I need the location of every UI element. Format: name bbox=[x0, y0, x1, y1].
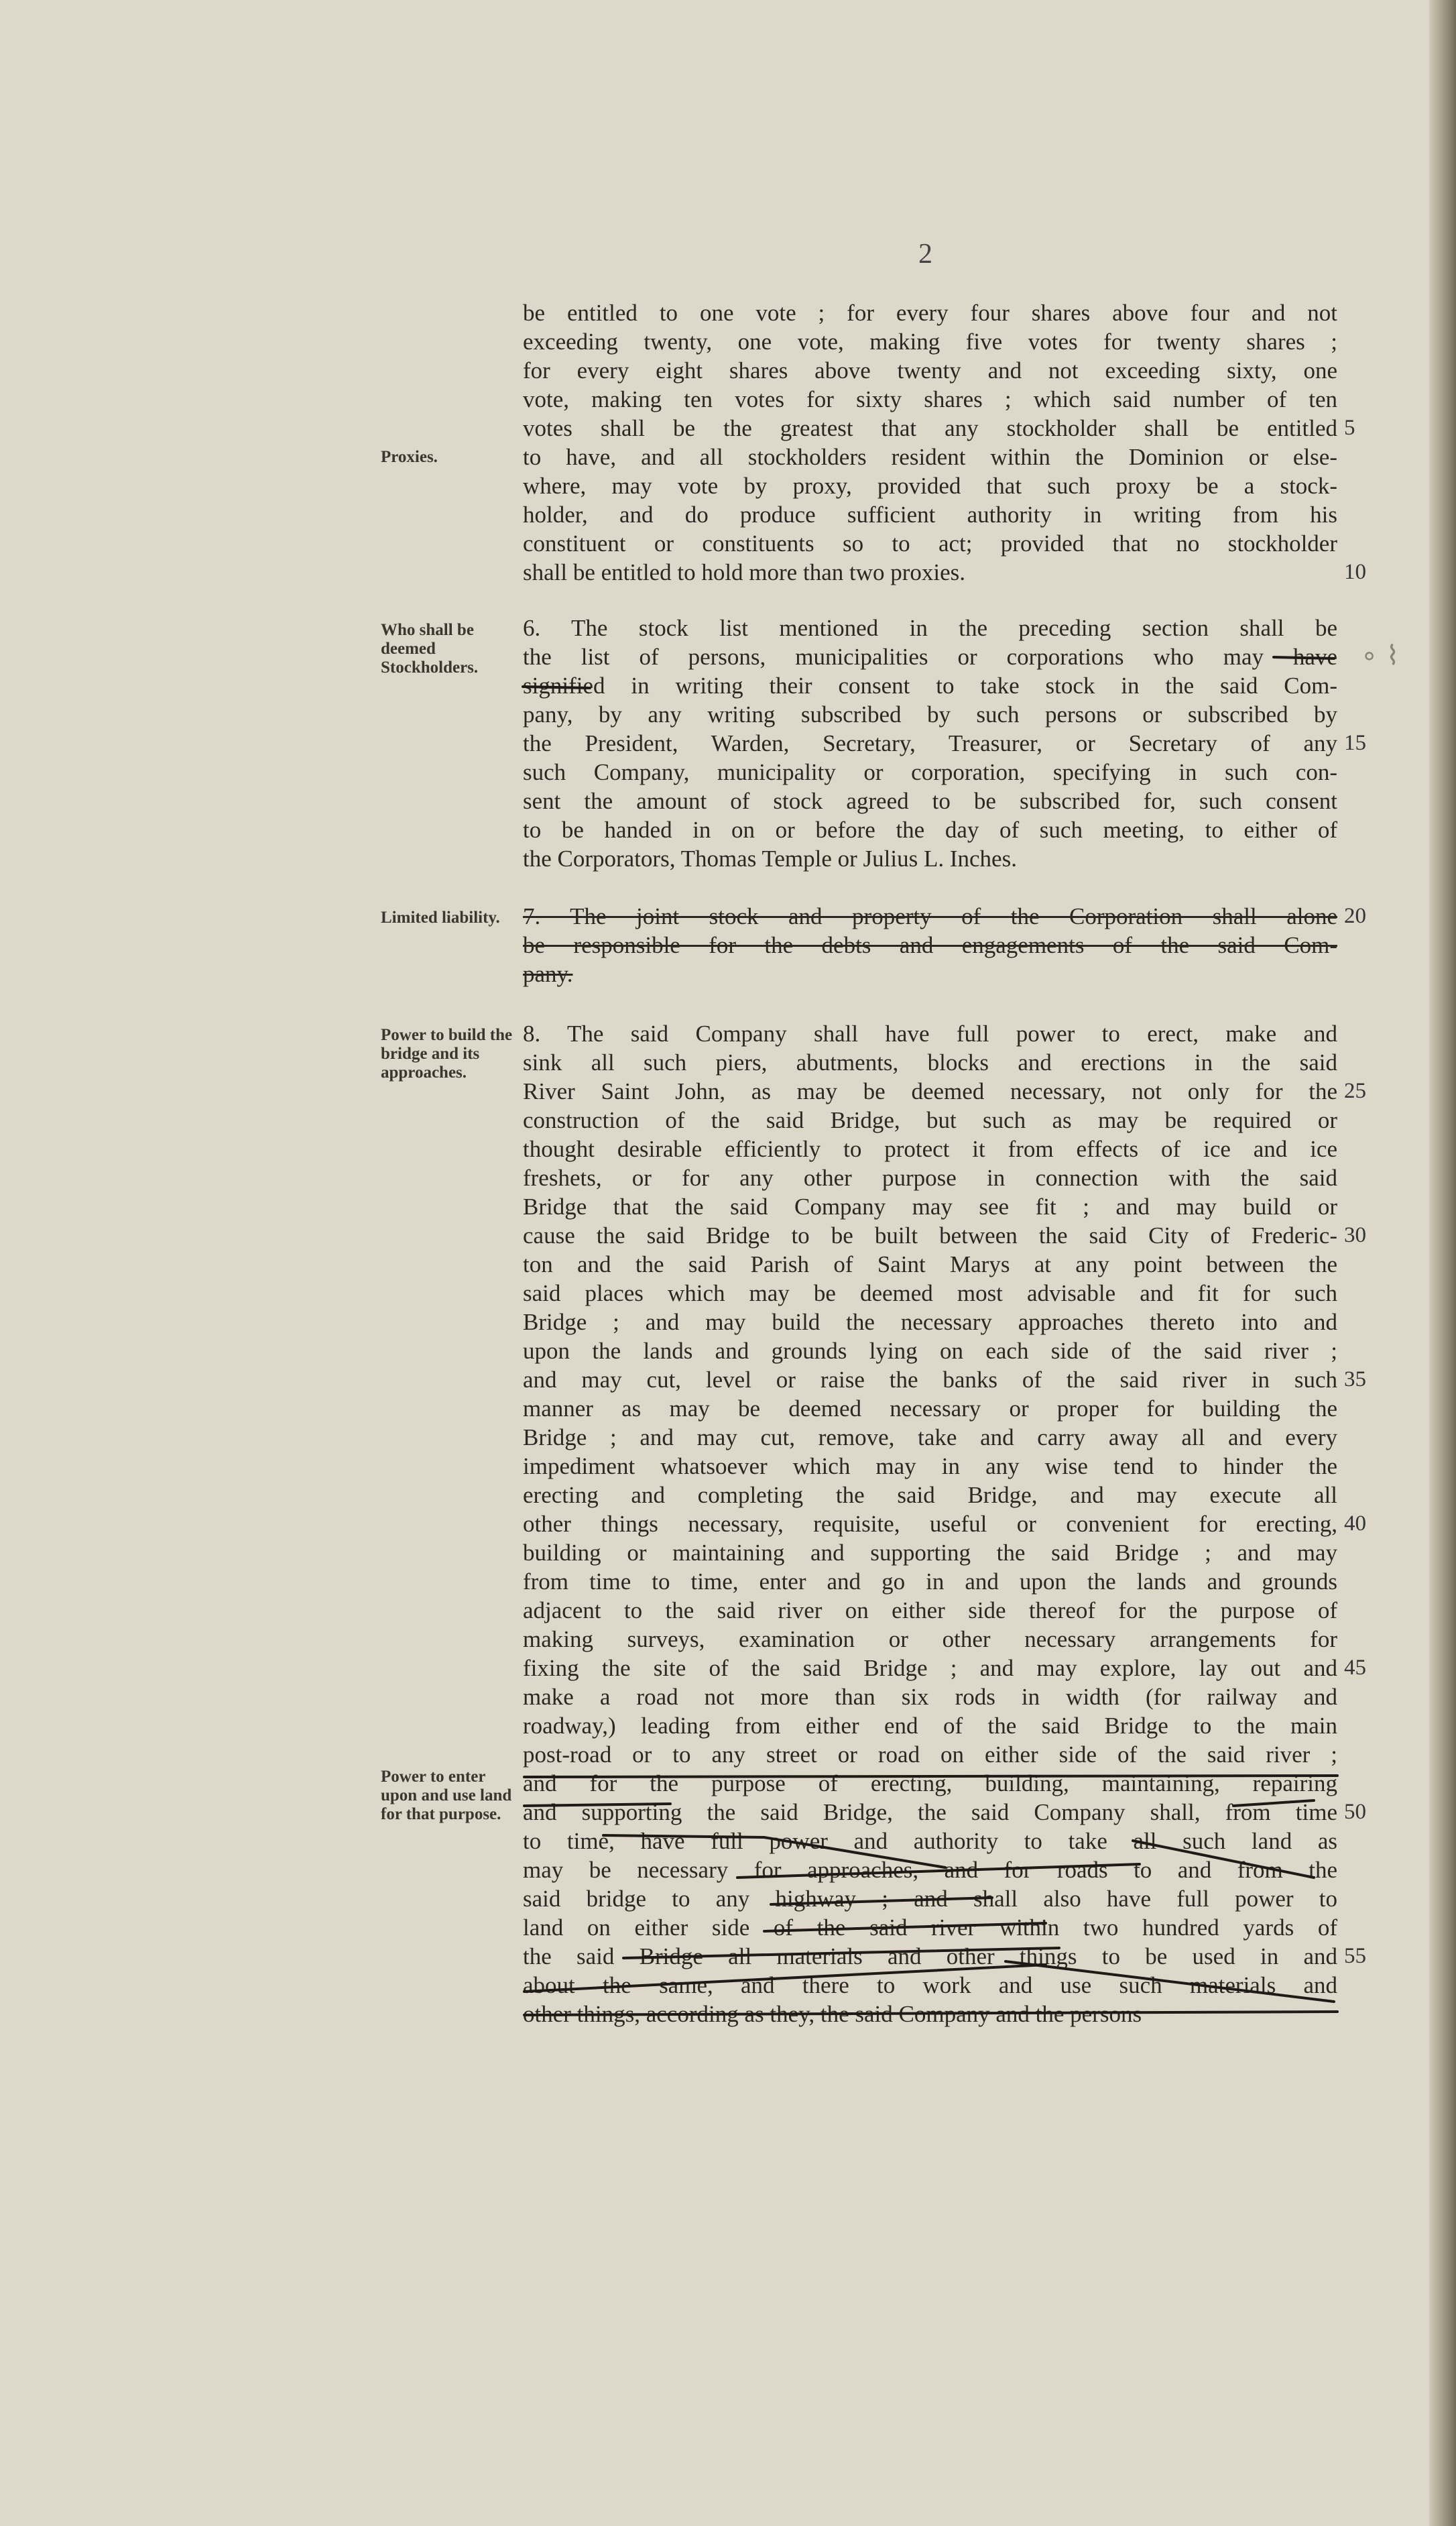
text-line-wrap bbox=[523, 1509, 1366, 1538]
line-number: 55 bbox=[1344, 1944, 1366, 1968]
text-line: and may cut, level or raise the banks of the said river in such bbox=[523, 1367, 1337, 1393]
text-line: be responsible for the debts and engagements of the said Com- bbox=[523, 932, 1337, 958]
margin-note-limited-liability: Limited liability. bbox=[381, 909, 500, 927]
text-line: River Saint John, as may be deemed necessary, not only for the bbox=[523, 1078, 1337, 1104]
section-7-struck bbox=[523, 902, 1366, 988]
text-line-wrap bbox=[523, 902, 1366, 931]
text-line: roadway,) leading from either end of the said Bridge to the main bbox=[523, 1713, 1337, 1739]
text-line: pany, by any writing subscribed by such persons or subscribed by bbox=[523, 701, 1337, 728]
text-line: the Corporators, Thomas Temple or Julius L. Inches. bbox=[523, 846, 1017, 872]
text-line: ton and the said Parish of Saint Marys at any point between the bbox=[523, 1251, 1337, 1277]
text-line: constituent or constituents so to act; provided that no stockholder bbox=[523, 530, 1337, 557]
text-line: to be handed in on or before the day of such meeting, to either of bbox=[523, 817, 1337, 843]
text-line: to time, have full power and authority to take all such land as bbox=[523, 1828, 1337, 1854]
margin-note-power-to-build: Power to build the bridge and its approaches. bbox=[381, 1026, 513, 1082]
line-number: 25 bbox=[1344, 1079, 1366, 1103]
text-line: holder, and do produce sufficient authority in writing from his bbox=[523, 502, 1337, 528]
margin-note-proxies: Proxies. bbox=[381, 448, 438, 466]
text-line: adjacent to the said river on either side thereof for the purpose of bbox=[523, 1597, 1337, 1623]
text-line: to have, and all stockholders resident within the Dominion or else- bbox=[523, 444, 1337, 470]
text-line: other things necessary, requisite, useful or convenient for erecting, bbox=[523, 1511, 1337, 1537]
text-line: said places which may be deemed most advisable and fit for such bbox=[523, 1280, 1337, 1306]
text-line: land on either side of the said river within two hundred yards of bbox=[523, 1914, 1337, 1941]
text-line: freshets, or for any other purpose in connection with the said bbox=[523, 1165, 1337, 1191]
text-line: exceeding twenty, one vote, making five votes for twenty shares ; bbox=[523, 329, 1337, 355]
text-line-wrap bbox=[523, 1221, 1366, 1250]
text-line-wrap bbox=[523, 558, 1366, 587]
text-line: be entitled to one vote ; for every four shares above four and not bbox=[523, 300, 1337, 326]
margin-note-stockholders: Who shall be deemed Stockholders. bbox=[381, 621, 479, 677]
section-5-continuation bbox=[523, 298, 1366, 587]
page-number: 2 bbox=[918, 239, 932, 270]
text-line: and supporting the said Bridge, the said Company shall, from time bbox=[523, 1799, 1337, 1825]
text-line: making surveys, examination or other necessary arrangements for bbox=[523, 1626, 1337, 1652]
text-line: the President, Warden, Secretary, Treasurer, or Secretary of any bbox=[523, 730, 1337, 756]
text-line-wrap bbox=[523, 1654, 1366, 1682]
page-edge-shadow bbox=[1429, 0, 1456, 2526]
text-line: signified in writing their consent to take stock in the said Com- bbox=[523, 673, 1337, 699]
text-line: upon the lands and grounds lying on each side of the said river ; bbox=[523, 1338, 1337, 1364]
text-line: about the same, and there to work and use such materials and bbox=[523, 1972, 1337, 1998]
text-line: post-road or to any street or road on either side of the said river ; bbox=[523, 1741, 1337, 1768]
text-line-wrap bbox=[523, 1365, 1366, 1394]
text-line: 6. The stock list mentioned in the preceding section shall be bbox=[523, 615, 1337, 641]
text-line: 7. The joint stock and property of the Corporation shall alone bbox=[523, 903, 1337, 929]
text-line: impediment whatsoever which may in any wise tend to hinder the bbox=[523, 1453, 1337, 1479]
text-line: construction of the said Bridge, but such as may be required or bbox=[523, 1107, 1337, 1133]
text-line: such Company, municipality or corporation, specifying in such con- bbox=[523, 759, 1337, 785]
text-line: from time to time, enter and go in and upon the lands and grounds bbox=[523, 1568, 1337, 1595]
text-line: Bridge that the said Company may see fit ; and may build or bbox=[523, 1194, 1337, 1220]
text-line: said bridge to any highway ; and shall also have full power to bbox=[523, 1886, 1337, 1912]
text-line: make a road not more than six rods in width (for railway and bbox=[523, 1684, 1337, 1710]
line-number: 15 bbox=[1344, 731, 1366, 755]
text-line: manner as may be deemed necessary or proper for building the bbox=[523, 1395, 1337, 1422]
text-line: other things, according as they, the said Company and the persons bbox=[523, 2001, 1142, 2027]
pencil-mark-icon: ∘ ⌇ bbox=[1361, 640, 1400, 671]
text-line-wrap bbox=[523, 1077, 1366, 1106]
text-line: thought desirable efficiently to protect it from effects of ice and ice bbox=[523, 1136, 1337, 1162]
line-number: 30 bbox=[1344, 1223, 1366, 1247]
text-line: pany. bbox=[523, 961, 573, 987]
line-number: 20 bbox=[1344, 904, 1366, 928]
text-line: where, may vote by proxy, provided that such proxy be a stock- bbox=[523, 473, 1337, 499]
line-number: 40 bbox=[1344, 1511, 1366, 1536]
line-number: 10 bbox=[1344, 560, 1366, 584]
line-number: 45 bbox=[1344, 1656, 1366, 1680]
text-line-wrap bbox=[523, 1798, 1366, 1827]
line-number: 50 bbox=[1344, 1800, 1366, 1824]
text-line: erecting and completing the said Bridge, and may execute all bbox=[523, 1482, 1337, 1508]
text-line-wrap bbox=[523, 729, 1366, 758]
line-number: 35 bbox=[1344, 1367, 1366, 1391]
text-line: shall be entitled to hold more than two proxies. bbox=[523, 559, 966, 585]
text-line: votes shall be the greatest that any stockholder shall be entitled bbox=[523, 415, 1337, 441]
text-line-wrap bbox=[523, 414, 1355, 443]
section-6 bbox=[523, 614, 1366, 873]
text-line: sent the amount of stock agreed to be subscribed for, such consent bbox=[523, 788, 1337, 814]
text-line: vote, making ten votes for sixty shares ; which said number of ten bbox=[523, 386, 1337, 412]
text-line: 8. The said Company shall have full power to erect, make and bbox=[523, 1021, 1337, 1047]
text-line: Bridge ; and may cut, remove, take and carry away all and every bbox=[523, 1424, 1337, 1450]
text-line: cause the said Bridge to be built between the said City of Frederic- bbox=[523, 1222, 1337, 1249]
text-line: sink all such piers, abutments, blocks and erections in the said bbox=[523, 1049, 1337, 1076]
text-line: for every eight shares above twenty and not exceeding sixty, one bbox=[523, 357, 1337, 384]
section-8 bbox=[523, 1019, 1366, 2028]
text-line: building or maintaining and supporting the said Bridge ; and may bbox=[523, 1540, 1337, 1566]
text-line: Bridge ; and may build the necessary approaches thereto into and bbox=[523, 1309, 1337, 1335]
text-line-wrap bbox=[523, 1942, 1366, 1971]
text-line: the list of persons, municipalities or corporations who may have bbox=[523, 644, 1337, 670]
text-line: and for the purpose of erecting, building, maintaining, repairing bbox=[523, 1770, 1337, 1796]
margin-note-power-to-enter: Power to enter upon and use land for that purpose. bbox=[381, 1768, 512, 1823]
line-number: 5 bbox=[1344, 416, 1355, 440]
text-line: the said Bridge all materials and other things to be used in and bbox=[523, 1943, 1337, 1969]
text-line: fixing the site of the said Bridge ; and may explore, lay out and bbox=[523, 1655, 1337, 1681]
text-line: may be necessary for approaches, and for roads to and from the bbox=[523, 1857, 1337, 1883]
